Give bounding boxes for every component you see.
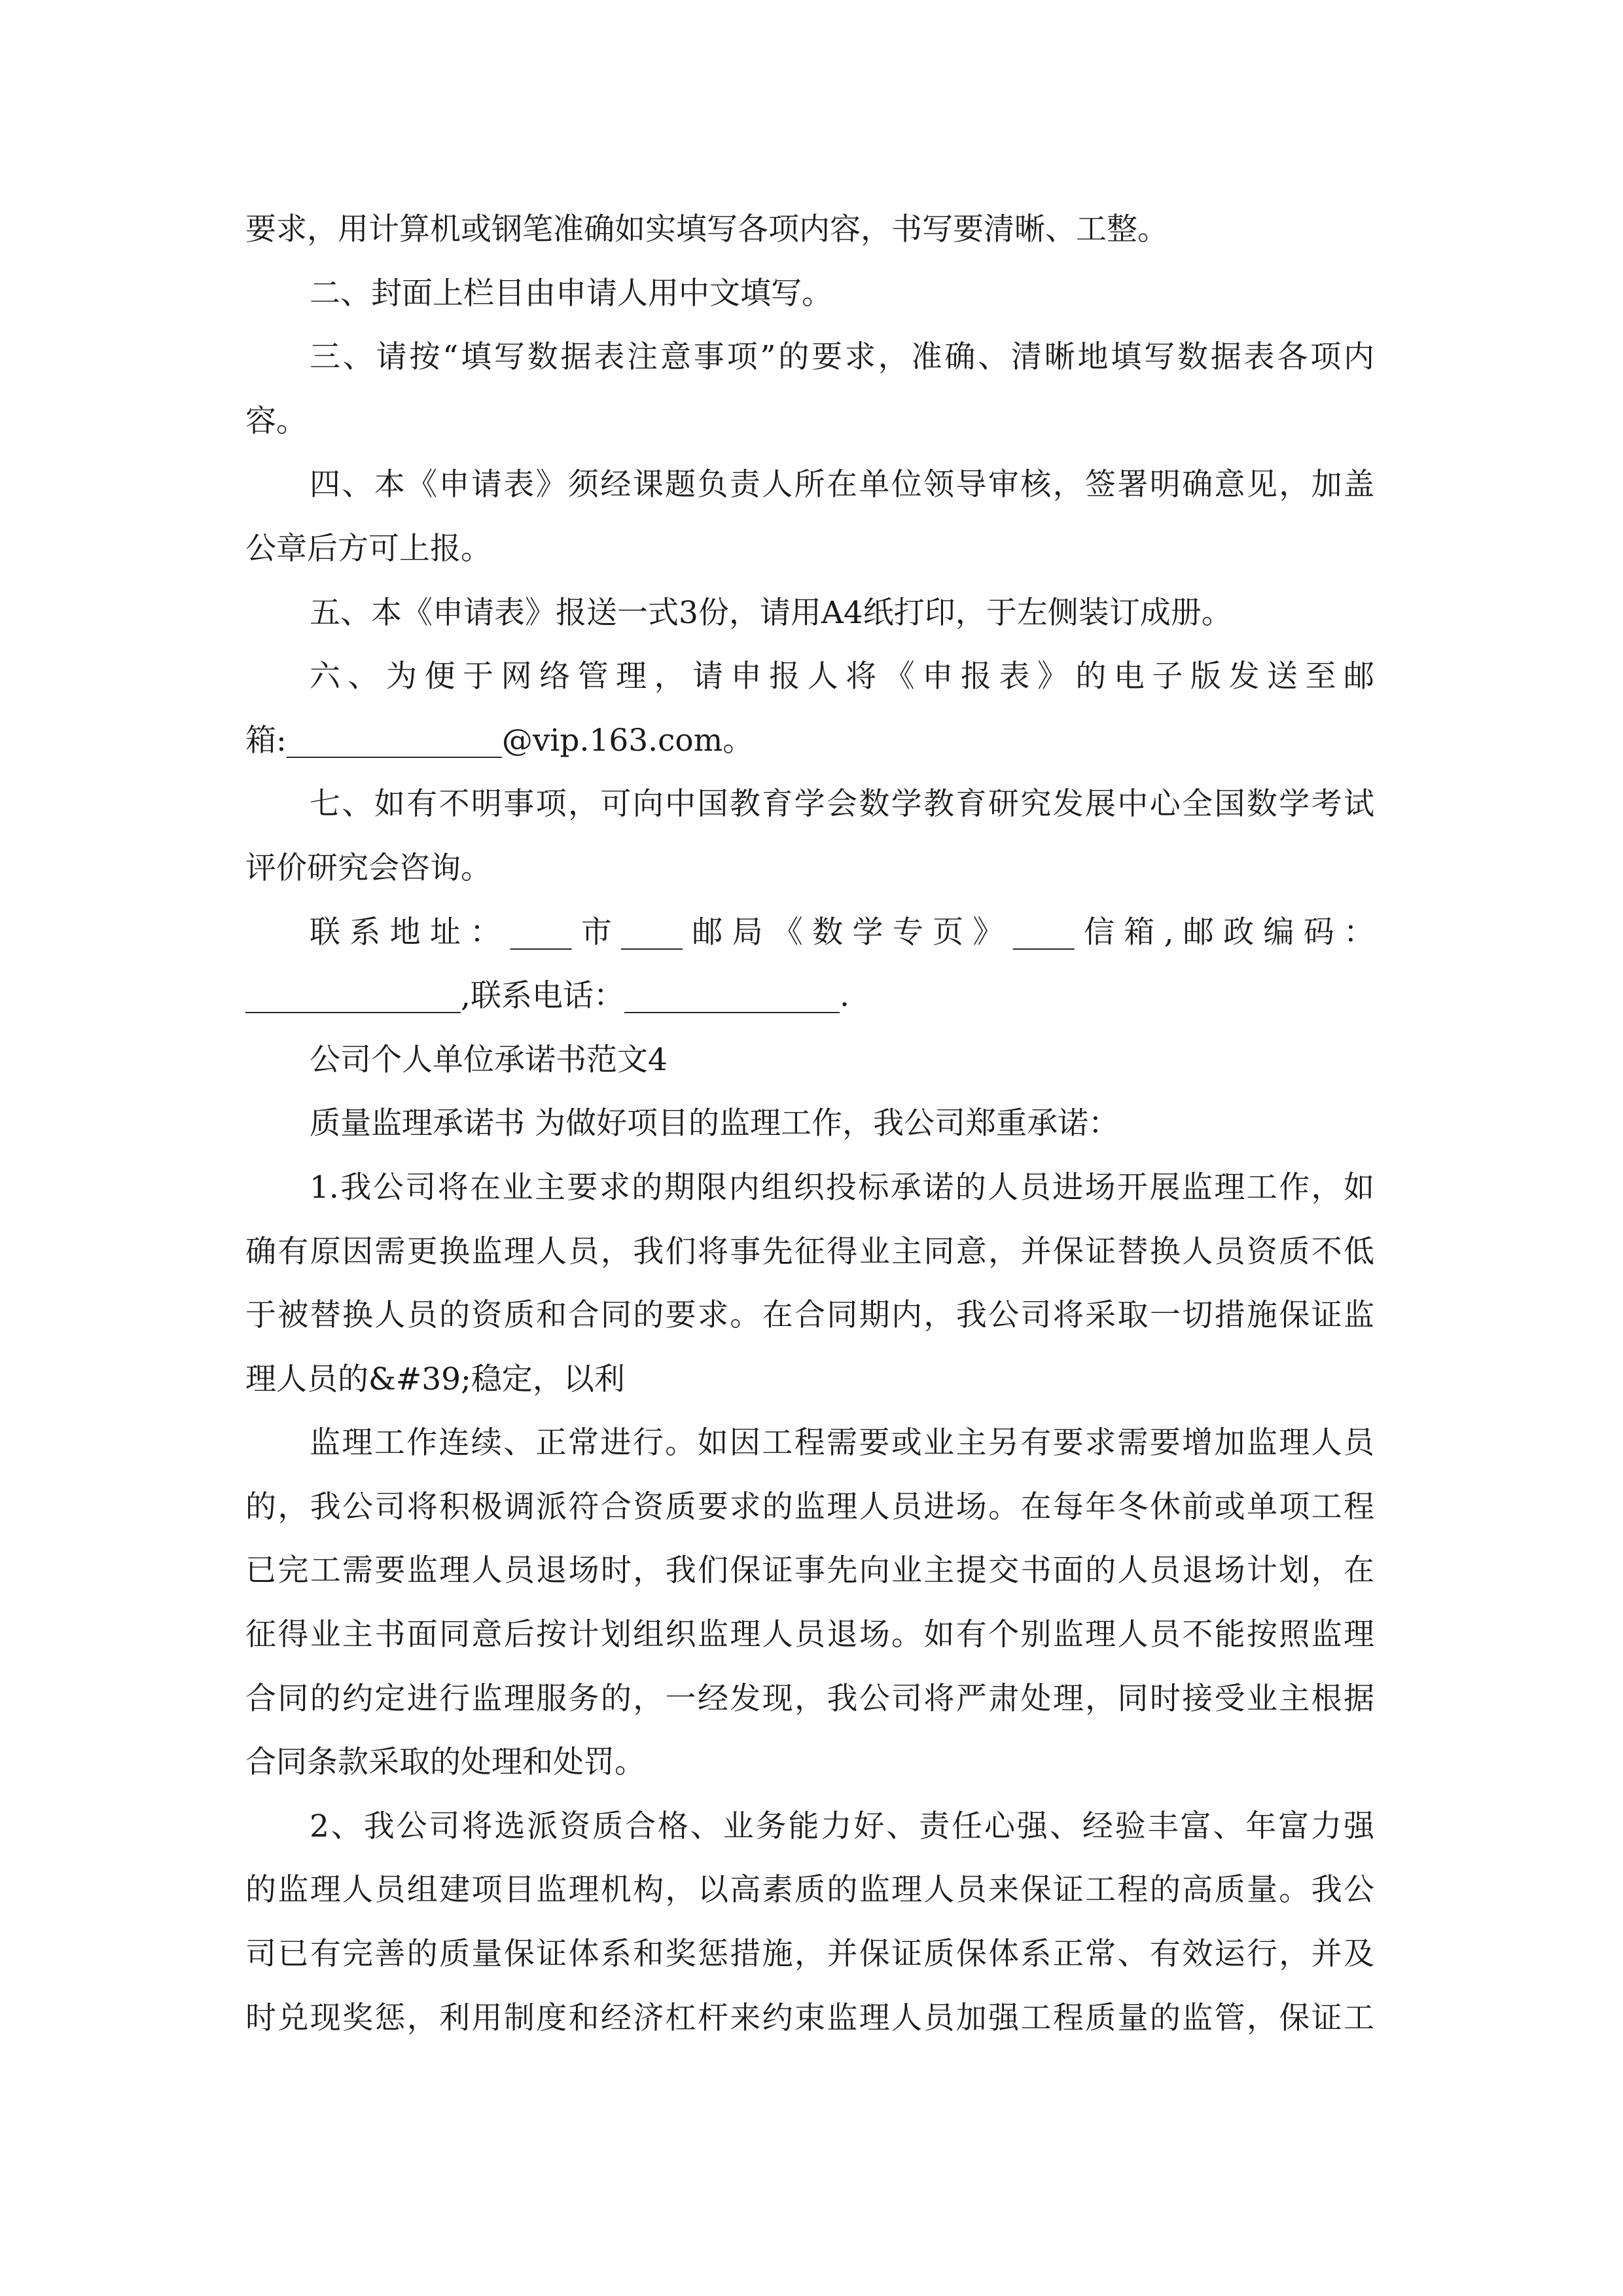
text-line: 联系地址：____市____邮局《数学专页》____信箱,邮政编码： <box>310 914 1374 950</box>
text-line: 2、我公司将选派资质合格、业务能力好、责任心强、经验丰富、年富力强 <box>310 1808 1374 1844</box>
paragraph <box>245 901 1374 1028</box>
text-line: 征得业主书面同意后按计划组织监理人员退场。如有个别监理人员不能按照监理 <box>245 1617 1374 1653</box>
text-line: 五、本《申请表》报送一式3份，请用A4纸打印，于左侧装订成册。 <box>310 594 1232 631</box>
paragraph <box>245 325 1374 453</box>
text-line: 已完工需要监理人员退场时，我们保证事先向业主提交书面的人员退场计划，在 <box>245 1552 1374 1589</box>
document-body <box>245 198 1374 2050</box>
text-line: 1.我公司将在业主要求的期限内组织投标承诺的人员进场开展监理工作，如 <box>310 1169 1374 1206</box>
text-line: 二、封面上栏目由申请人用中文填写。 <box>310 275 832 312</box>
paragraph <box>245 645 1374 772</box>
text-line: 合同的约定进行监理服务的，一经发现，我公司将严肃处理，同时接受业主根据 <box>245 1680 1374 1717</box>
text-line: ______________,联系电话：______________. <box>245 978 849 1014</box>
paragraph <box>245 453 1374 581</box>
text-line: 六、为便于网络管理，请申报人将《申报表》的电子版发送至邮 <box>310 658 1374 695</box>
text-line: 公章后方可上报。 <box>245 530 491 567</box>
paragraph <box>245 1092 1374 1156</box>
text-line: 要求，用计算机或钢笔准确如实填写各项内容，书写要清晰、工整。 <box>245 211 1168 247</box>
text-line: 箱:______________@vip.163.com。 <box>245 722 754 759</box>
paragraph <box>245 198 1374 262</box>
paragraph <box>245 1795 1374 2050</box>
paragraph <box>245 1156 1374 1411</box>
text-line: 公司个人单位承诺书范文4 <box>310 1041 668 1078</box>
text-line: 司已有完善的质量保证体系和奖惩措施，并保证质保体系正常、有效运行，并及 <box>245 1936 1374 1973</box>
text-line: 的监理人员组建项目监理机构，以高素质的监理人员来保证工程的高质量。我公 <box>245 1872 1374 1909</box>
text-line: 容。 <box>245 403 307 439</box>
text-line: 三、请按“填写数据表注意事项”的要求，准确、清晰地填写数据表各项内 <box>310 339 1374 376</box>
text-line: 七、如有不明事项，可向中国教育学会数学教育研究发展中心全国数学考试 <box>310 786 1374 823</box>
paragraph <box>245 772 1374 900</box>
paragraph <box>245 581 1374 645</box>
text-line: 理人员的&#39;稳定，以利 <box>245 1361 625 1397</box>
text-line: 的，我公司将积极调派符合资质要求的监理人员进场。在每年冬休前或单项工程 <box>245 1488 1374 1525</box>
text-line: 时兑现奖惩，利用制度和经济杠杆来约束监理人员加强工程质量的监管，保证工 <box>245 2000 1374 2036</box>
text-line: 确有原因需更换监理人员，我们将事先征得业主同意，并保证替换人员资质不低 <box>245 1233 1374 1270</box>
text-line: 质量监理承诺书 为做好项目的监理工作，我公司郑重承诺： <box>310 1105 1119 1142</box>
paragraph <box>245 1028 1374 1092</box>
text-line: 四、本《申请表》须经课题负责人所在单位领导审核，签署明确意见，加盖 <box>310 467 1374 503</box>
text-line: 合同条款采取的处理和处罚。 <box>245 1744 645 1781</box>
paragraph <box>245 262 1374 326</box>
text-line: 监理工作连续、正常进行。如因工程需要或业主另有要求需要增加监理人员 <box>310 1425 1374 1462</box>
text-line: 评价研究会咨询。 <box>245 850 491 886</box>
paragraph <box>245 1411 1374 1795</box>
text-line: 于被替换人员的资质和合同的要求。在合同期内，我公司将采取一切措施保证监 <box>245 1297 1374 1334</box>
